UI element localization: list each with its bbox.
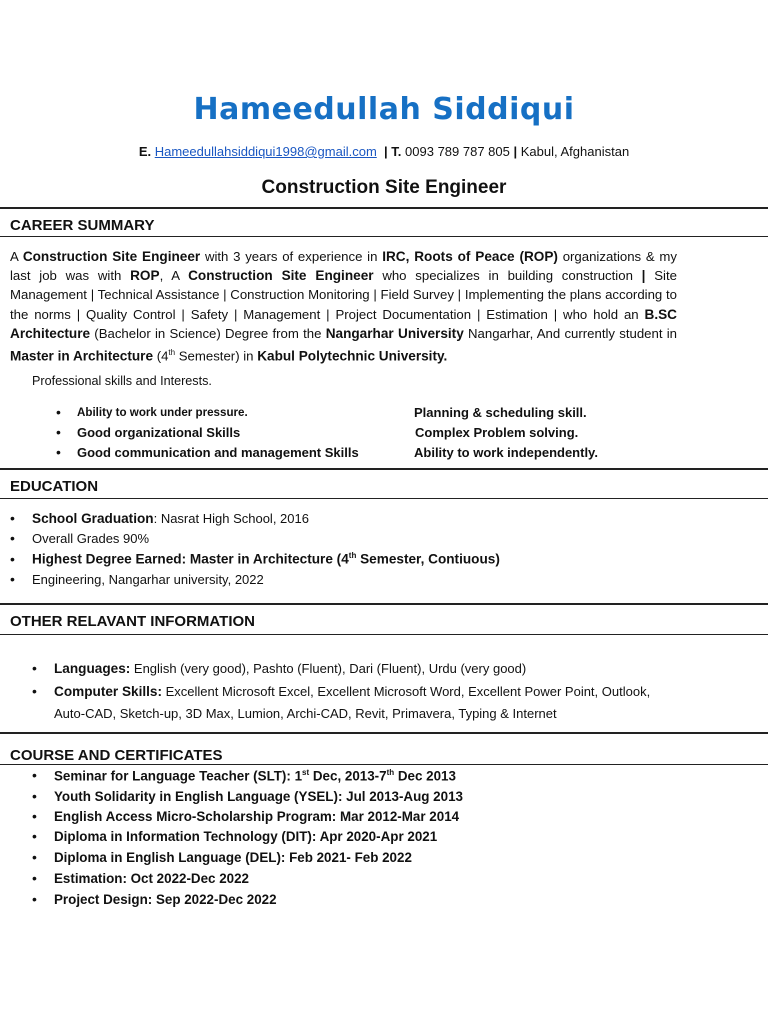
bullet-icon: •	[32, 683, 37, 699]
computer-skills-item: Computer Skills: Excellent Microsoft Excel, Excellent Microsoft Word, Excellent Power Point, Outlook,	[54, 684, 651, 699]
phone-label: T.	[391, 144, 402, 159]
professional-skills-label: Professional skills and Interests.	[32, 374, 212, 388]
skill-item: Ability to work under pressure.	[77, 406, 248, 419]
candidate-name: Hameedullah Siddiqui	[193, 92, 575, 127]
skill-item: Planning & scheduling skill.	[414, 405, 587, 420]
education-item: Engineering, Nangarhar university, 2022	[32, 572, 264, 587]
divider	[0, 468, 768, 470]
skill-item: Ability to work independently.	[414, 445, 598, 460]
phone-number: 0093 789 787 805	[405, 144, 510, 159]
job-title: Construction Site Engineer	[261, 177, 507, 198]
location: Kabul, Afghanistan	[520, 144, 630, 159]
bullet-icon: •	[56, 404, 61, 420]
certificate-item: Project Design: Sep 2022-Dec 2022	[54, 892, 277, 907]
section-title-career-summary: CAREER SUMMARY	[10, 217, 155, 234]
email-label: E.	[138, 144, 152, 159]
bullet-icon: •	[32, 870, 37, 886]
section-title-other-information: OTHER RELAVANT INFORMATION	[10, 613, 255, 630]
bullet-icon: •	[32, 767, 37, 783]
bullet-icon: •	[10, 510, 15, 526]
career-summary-text: A Construction Site Engineer with 3 years of experience in IRC, Roots of Peace (ROP) organizations & my last job was with ROP, A Construction Site Engineer who specializes in building construction | Site Management | Technical Assistance | Construction Monitoring | Field Survey | Implementing the plans according to the norms | Quality Control | Safety | Management | Project Documentation | Estimation | who hold an B.SC Architecture (Bachelor in Science) Degree from the Nangarhar University Nangarhar, And currently student in Master in Architecture (4th Semester) in Kabul Polytechnic University.	[10, 249, 678, 364]
certificate-item: English Access Micro-Scholarship Program: Mar 2012-Mar 2014	[54, 809, 460, 824]
divider	[0, 764, 768, 765]
bullet-icon: •	[32, 808, 37, 824]
divider	[0, 236, 768, 237]
languages-item: Languages: English (very good), Pashto (Fluent), Dari (Fluent), Urdu (very good)	[54, 661, 527, 676]
certificate-item: Youth Solidarity in English Language (YSEL): Jul 2013-Aug 2013	[54, 789, 463, 804]
certificate-item: Diploma in Information Technology (DIT): Apr 2020-Apr 2021	[54, 829, 438, 844]
skill-item: Good communication and management Skills	[77, 445, 359, 460]
bullet-icon: •	[32, 891, 37, 907]
skill-item: Complex Problem solving.	[415, 425, 579, 440]
email-link[interactable]: Hameedullahsiddiqui1998@gmail.com	[154, 144, 377, 159]
skill-item: Good organizational Skills	[77, 425, 241, 440]
contact-line: E. Hameedullahsiddiqui1998@gmail.com | T. 0093 789 787 805 | Kabul, Afghanistan	[138, 144, 630, 159]
divider	[0, 207, 768, 209]
bullet-icon: •	[32, 660, 37, 676]
bullet-icon: •	[56, 444, 61, 460]
education-item: School Graduation: Nasrat High School, 2016	[32, 511, 309, 526]
bullet-icon: •	[10, 551, 15, 567]
bullet-icon: •	[32, 828, 37, 844]
certificate-item: Estimation: Oct 2022-Dec 2022	[54, 871, 249, 886]
certificate-item: Diploma in English Language (DEL): Feb 2021- Feb 2022	[54, 850, 412, 865]
section-title-courses: COURSE AND CERTIFICATES	[10, 747, 223, 764]
bullet-icon: •	[10, 530, 15, 546]
divider	[0, 603, 768, 605]
divider	[0, 634, 768, 635]
education-item: Overall Grades 90%	[32, 531, 150, 546]
bullet-icon: •	[32, 849, 37, 865]
education-item: Highest Degree Earned: Master in Architecture (4th Semester, Contiuous)	[32, 551, 500, 567]
bullet-icon: •	[32, 788, 37, 804]
bullet-icon: •	[10, 571, 15, 587]
bullet-icon: •	[56, 424, 61, 440]
computer-skills-item-continued: Auto-CAD, Sketch-up, 3D Max, Lumion, Archi-CAD, Revit, Primavera, Typing & Internet	[54, 706, 557, 721]
section-title-education: EDUCATION	[10, 478, 99, 495]
divider	[0, 732, 768, 734]
divider	[0, 498, 768, 499]
certificate-item: Seminar for Language Teacher (SLT): 1st Dec, 2013-7th Dec 2013	[54, 768, 456, 784]
